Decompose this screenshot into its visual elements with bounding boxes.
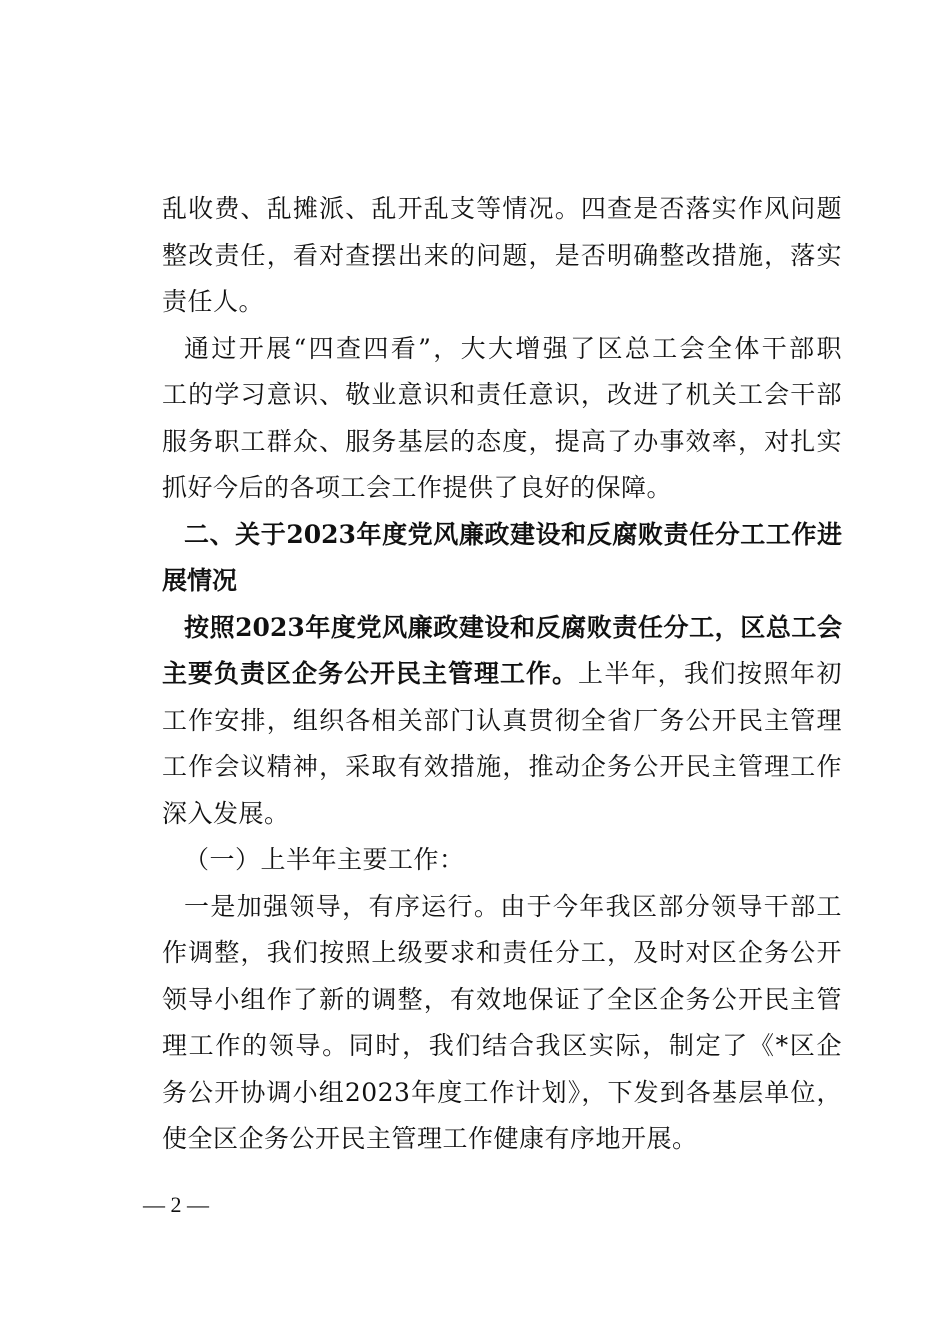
text-line: 整改责任，看对查摆出来的问题，是否明确整改措施，落实	[162, 240, 842, 270]
text-line: 领导小组作了新的调整，有效地保证了全区企务公开民主管	[162, 984, 842, 1014]
text-line: 抓好今后的各项工会工作提供了良好的保障。	[162, 473, 673, 502]
text-line: 理工作的领导。同时，我们结合我区实际，制定了《*区企	[162, 1031, 842, 1060]
text-line: 二、关于2023年度党风廉政建设和反腐败责任分工工作进	[184, 519, 842, 549]
text-line: 按照2023年度党风廉政建设和反腐败责任分工，区总工会	[184, 612, 842, 642]
text-line: 作调整，我们按照上级要求和责任分工，及时对区企务公开	[162, 938, 842, 967]
text-line: 乱收费、乱摊派、乱开乱支等情况。四查是否落实作风问题	[162, 194, 842, 223]
text-run: 上半年，我们按照年初	[577, 659, 842, 688]
text-line: 工的学习意识、敬业意识和责任意识，改进了机关工会干部	[162, 380, 842, 409]
text-line: 工作会议精神，采取有效措施，推动企务公开民主管理工作	[162, 752, 842, 781]
text-line: 使全区企务公开民主管理工作健康有序地开展。	[162, 1124, 698, 1153]
text-line: （一）上半年主要工作：	[184, 845, 465, 874]
text-line: 服务职工群众、服务基层的态度，提高了办事效率，对扎实	[162, 426, 842, 456]
bold-run: 主要负责区企务公开民主管理工作。	[162, 659, 578, 688]
text-line: 通过开展“四查四看”，大大增强了区总工会全体干部职	[184, 333, 842, 363]
document-body	[162, 186, 842, 1163]
text-line: 工作安排，组织各相关部门认真贯彻全省厂务公开民主管理	[162, 705, 842, 735]
text-line: 深入发展。	[162, 798, 290, 828]
text-line: 展情况	[162, 566, 238, 595]
text-line: 务公开协调小组2023年度工作计划》，下发到各基层单位，	[162, 1077, 842, 1107]
text-line: 一是加强领导，有序运行。由于今年我区部分领导干部工	[184, 891, 842, 921]
text-line	[162, 651, 842, 698]
page-number: — 2 —	[143, 1192, 209, 1217]
text-line: 责任人。	[162, 287, 265, 316]
